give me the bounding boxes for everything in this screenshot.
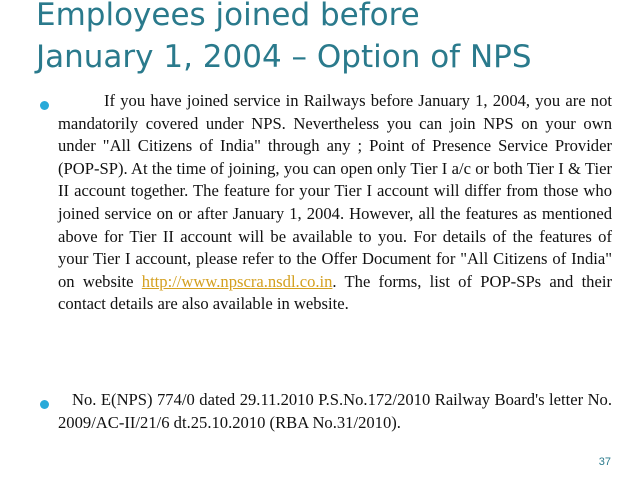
bullet-icon xyxy=(40,101,49,110)
slide-title xyxy=(36,0,616,78)
slide-number: 37 xyxy=(598,456,611,468)
paragraph-text: If you have joined service in Railways before January 1, 2004, you are not mandatorily covered under NPS. Nevertheless you can join NPS on your own under "All Citizens of India" through any ; Point of Presence Service Provider (POP-SP). At the time of joining, you can open only Tier I a/c or both Tier I & Tier II account together. The feature for your Tier I account will differ from those who joined service on or after January 1, 2004. However, all the features as mentioned above for Tier II account will be available to you. For details of the features of your Tier I account, please refer to the Offer Document for "All Citizens of India" on website xyxy=(58,91,612,291)
paragraph-text-end: . The forms, list of POP-SPs and their contact details are also available in website. xyxy=(58,271,612,314)
paragraph-reference xyxy=(58,389,612,434)
nps-website-link[interactable]: http://www.npscra.nsdl.co.in xyxy=(141,271,333,291)
bullet-icon xyxy=(40,400,49,409)
paragraph-tier-options xyxy=(58,90,612,316)
reference-text: No. E(NPS) 774/0 dated 29.11.2010 P.S.No.172/2010 Railway Board's letter No. 2009/AC-II/21/6 dt.25.10.2010 (RBA No.31/2010). xyxy=(58,390,612,432)
title-line-1: Employees joined before xyxy=(36,0,420,33)
title-line-2: January 1, 2004 – Option of NPS xyxy=(36,39,532,75)
